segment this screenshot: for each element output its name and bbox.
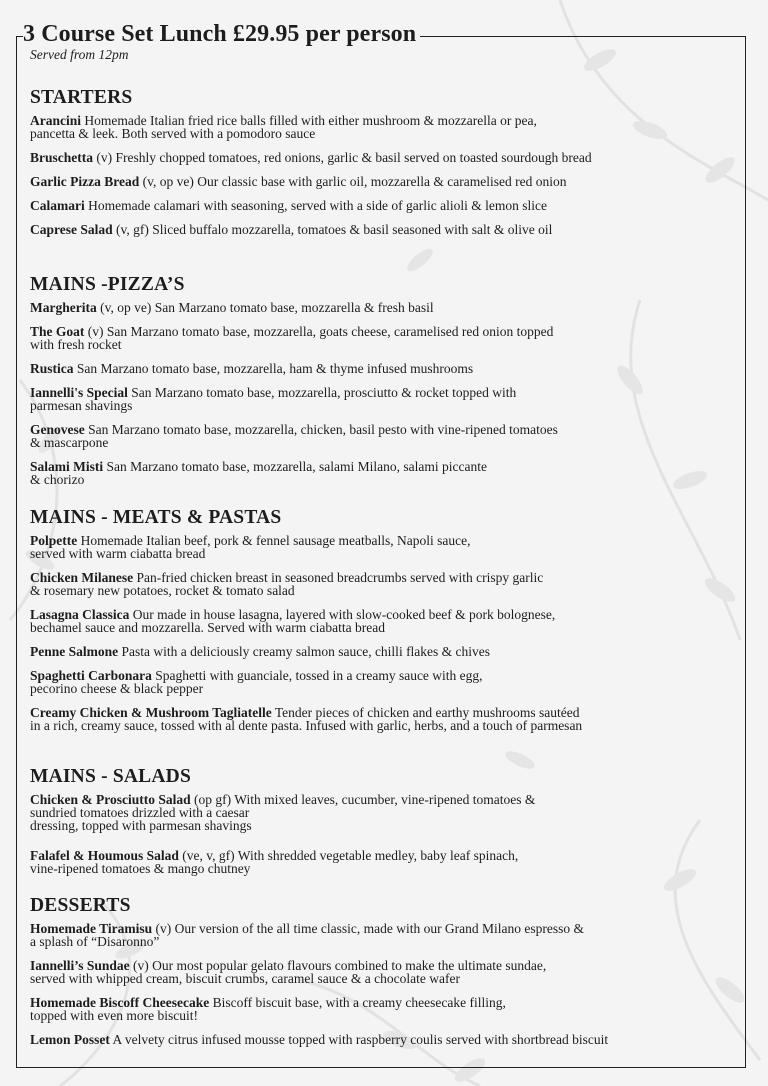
item-description: Pasta with a deliciously creamy salmon sauce, chilli flakes & chives — [118, 644, 491, 659]
menu-item — [30, 669, 720, 695]
item-description: (v, op ve) Our classic base with garlic oil, mozzarella & caramelised red onion — [139, 174, 567, 189]
item-description-cont: vine-ripened tomatoes & mango chutney — [30, 861, 251, 876]
item-description: (v) Our version of the all time classic, made with our Grand Milano espresso & — [152, 921, 585, 936]
menu-item — [30, 793, 720, 832]
page-title: 3 Course Set Lunch £29.95 per person — [23, 18, 420, 50]
item-description-cont: topped with even more biscuit! — [30, 1008, 198, 1023]
item-description: (ve, v, gf) With shredded vegetable medley, baby leaf spinach, — [178, 848, 519, 863]
item-description: Homemade calamari with seasoning, served with a side of garlic alioli & lemon slice — [84, 198, 547, 213]
section-heading: DESSERTS — [30, 895, 131, 916]
section-pizzas — [30, 274, 720, 497]
item-description: Homemade Italian fried rice balls filled with either mushroom & mozzarella or pea, — [81, 113, 537, 128]
menu-item — [30, 386, 720, 412]
item-description-cont: pecorino cheese & black pepper — [30, 681, 204, 696]
item-description: San Marzano tomato base, mozzarella, salami Milano, salami piccante — [103, 459, 487, 474]
menu-item — [30, 301, 720, 314]
menu-item — [30, 199, 720, 212]
item-name: Salami Misti — [30, 459, 104, 474]
menu-item — [30, 534, 720, 560]
item-name: Homemade Tiramisu — [30, 921, 153, 936]
menu-item — [30, 996, 720, 1022]
item-name: Rustica — [30, 361, 74, 376]
item-description-cont: bechamel sauce and mozzarella. Served with warm ciabatta bread — [30, 620, 385, 635]
item-description-cont: & mascarpone — [30, 435, 109, 450]
menu-item — [30, 151, 720, 164]
item-description: (v, op ve) San Marzano tomato base, mozzarella & fresh basil — [96, 300, 434, 315]
item-name: Caprese Salad — [30, 222, 113, 237]
item-description: (op gf) With mixed leaves, cucumber, vine-ripened tomatoes & — [190, 792, 536, 807]
item-name: Garlic Pizza Bread — [30, 174, 140, 189]
item-name: Margherita — [30, 300, 97, 315]
item-description-cont: a splash of “Disaronno” — [30, 934, 160, 949]
item-description: Tender pieces of chicken and earthy mushrooms sautéed — [271, 705, 580, 720]
menu-item — [30, 460, 720, 486]
menu-item — [30, 571, 720, 597]
item-description-cont: & chorizo — [30, 472, 85, 487]
menu-item — [30, 959, 720, 985]
item-description-cont: in a rich, creamy sauce, tossed with al dente pasta. Infused with garlic, herbs, and a touch of parmesan — [30, 718, 583, 733]
item-name: Chicken Milanese — [30, 570, 134, 585]
menu-item — [30, 706, 720, 732]
menu-item — [30, 114, 720, 140]
item-name: Penne Salmone — [30, 644, 119, 659]
item-name: Polpette — [30, 533, 78, 548]
item-name: Calamari — [30, 198, 85, 213]
item-description: (v) San Marzano tomato base, mozzarella, goats cheese, caramelised red onion topped — [84, 324, 554, 339]
item-description-cont: pancetta & leek. Both served with a pomodoro sauce — [30, 126, 316, 141]
section-heading: MAINS - SALADS — [30, 766, 191, 787]
menu-item — [30, 175, 720, 188]
item-name: Spaghetti Carbonara — [30, 668, 152, 683]
item-description-cont: parmesan shavings — [30, 398, 133, 413]
section-salads — [30, 766, 720, 886]
item-name: Homemade Biscoff Cheesecake — [30, 995, 210, 1010]
menu-item — [30, 922, 720, 948]
menu-item — [30, 608, 720, 634]
item-description: Spaghetti with guanciale, tossed in a creamy sauce with egg, — [151, 668, 483, 683]
item-name: Genovese — [30, 422, 85, 437]
item-description-cont: served with warm ciabatta bread — [30, 546, 206, 561]
section-heading: STARTERS — [30, 87, 133, 108]
item-description-cont: & rosemary new potatoes, rocket & tomato salad — [30, 583, 295, 598]
menu-item — [30, 362, 720, 375]
menu-item — [30, 849, 720, 875]
page-subtitle: Served from 12pm — [30, 47, 129, 62]
item-description: San Marzano tomato base, mozzarella, ham & thyme infused mushrooms — [73, 361, 474, 376]
section-heading: MAINS -PIZZA’S — [30, 274, 185, 295]
menu-item — [30, 645, 720, 658]
item-description: (v) Our most popular gelato flavours combined to make the ultimate sundae, — [129, 958, 547, 973]
item-name: Iannelli's Special — [30, 385, 128, 400]
menu-item — [30, 223, 720, 236]
item-description: Our made in house lasagna, layered with slow-cooked beef & pork bolognese, — [129, 607, 556, 622]
item-name: Creamy Chicken & Mushroom Tagliatelle — [30, 705, 272, 720]
item-description-cont: served with whipped cream, biscuit crumbs, caramel sauce & a chocolate wafer — [30, 971, 460, 986]
item-name: Arancini — [30, 113, 82, 128]
item-description: (v, gf) Sliced buffalo mozzarella, tomatoes & basil seasoned with salt & olive oil — [112, 222, 553, 237]
menu-item — [30, 423, 720, 449]
item-description-cont: with fresh rocket — [30, 337, 122, 352]
item-description: Homemade Italian beef, pork & fennel sausage meatballs, Napoli sauce, — [77, 533, 471, 548]
item-name: The Goat — [30, 324, 85, 339]
menu-item — [30, 325, 720, 351]
menu-item — [30, 1033, 720, 1046]
section-meats-pastas — [30, 507, 720, 743]
item-description: Biscoff biscuit base, with a creamy cheesecake filling, — [209, 995, 506, 1010]
item-description-cont: sundried tomatoes drizzled with a caesar — [30, 805, 250, 820]
item-name: Iannelli’s Sundae — [30, 958, 130, 973]
item-description: Pan-fried chicken breast in seasoned breadcrumbs served with crispy garlic — [133, 570, 544, 585]
item-name: Falafel & Houmous Salad — [30, 848, 179, 863]
item-name: Chicken & Prosciutto Salad — [30, 792, 191, 807]
item-description: A velvety citrus infused mousse topped with raspberry coulis served with shortbread biscuit — [109, 1032, 609, 1047]
item-description: San Marzano tomato base, mozzarella, chicken, basil pesto with vine-ripened tomatoes — [84, 422, 558, 437]
section-heading: MAINS - MEATS & PASTAS — [30, 507, 282, 528]
item-description: San Marzano tomato base, mozzarella, prosciutto & rocket topped with — [127, 385, 517, 400]
section-starters — [30, 87, 720, 247]
item-name: Lasagna Classica — [30, 607, 130, 622]
item-description: (v) Freshly chopped tomatoes, red onions, garlic & basil served on toasted sourdough bread — [93, 150, 592, 165]
item-name: Lemon Posset — [30, 1032, 110, 1047]
item-name: Bruschetta — [30, 150, 93, 165]
section-desserts — [30, 895, 720, 1057]
item-description-cont: dressing, topped with parmesan shavings — [30, 818, 252, 833]
